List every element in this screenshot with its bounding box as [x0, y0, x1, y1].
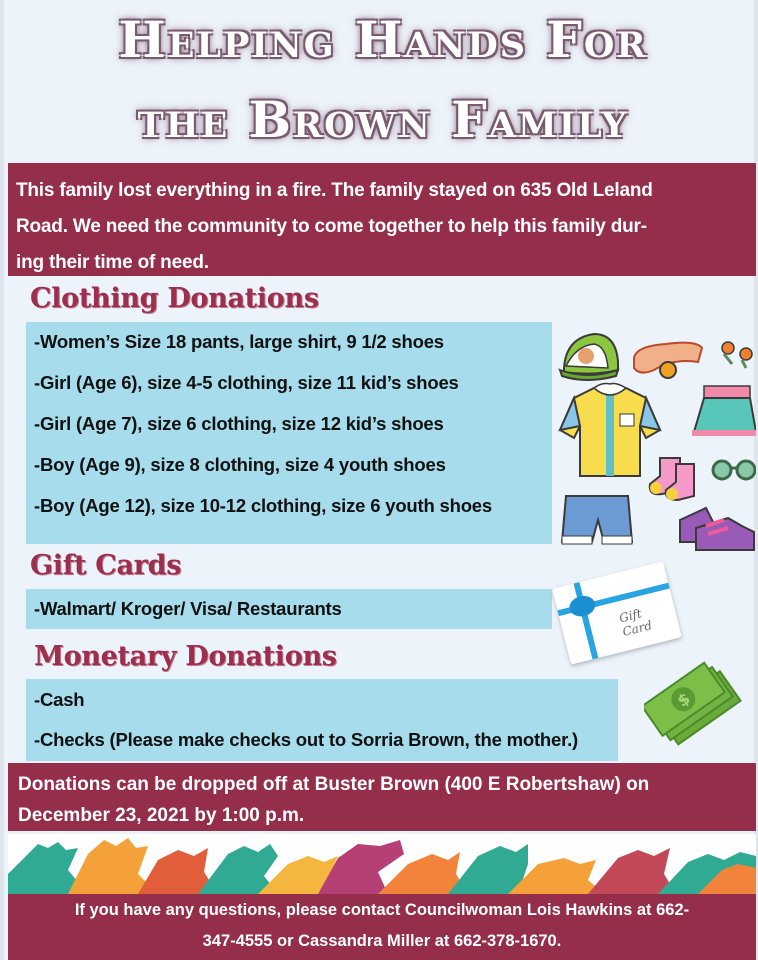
helping-hands-strip: [8, 834, 756, 894]
flyer-title-line-2: the Brown Family: [137, 90, 629, 149]
gift-card-label: Gift Card: [617, 606, 654, 639]
gift-cards-box: [26, 589, 552, 629]
clothing-list-box: [26, 322, 552, 544]
dropoff-banner: [8, 763, 756, 831]
intro-line-2: Road. We need the community to come together to help this family dur-: [16, 216, 647, 237]
clothing-item: -Girl (Age 6), size 4-5 clothing, size 11 kid’s shoes: [34, 372, 459, 393]
monetary-box: [26, 679, 618, 761]
monetary-heading: Monetary Donations: [34, 641, 337, 672]
gift-cards-heading: Gift Cards: [30, 550, 182, 581]
money-icon: [644, 652, 744, 756]
contact-banner: [8, 894, 756, 960]
sneakers-icon: [680, 508, 754, 550]
monetary-item: -Cash: [34, 689, 85, 710]
flyer-title-line-1: Helping Hands For: [118, 10, 648, 69]
raised-hands-illustration: [8, 834, 756, 894]
cap-icon: [560, 334, 618, 380]
socks-icon: [650, 458, 694, 500]
clothing-item: -Boy (Age 9), size 8 clothing, size 4 youth shoes: [34, 454, 446, 475]
clothing-item: -Girl (Age 7), size 6 clothing, size 12 kid’s shoes: [34, 413, 444, 434]
dollar-sign: $: [673, 688, 694, 711]
clothing-item: -Boy (Age 12), size 10-12 clothing, size 6 youth shoes: [34, 495, 492, 516]
dropoff-line-2: December 23, 2021 by 1:00 p.m.: [18, 805, 305, 826]
headband-icon: [634, 343, 702, 378]
intro-line-1: This family lost everything in a fire. The family stayed on 635 Old Leland: [16, 180, 653, 201]
dropoff-line-1: Donations can be dropped off at Buster Brown (400 E Robertshaw) on: [18, 774, 650, 795]
clothing-item: -Women’s Size 18 pants, large shirt, 9 1/2 shoes: [34, 331, 444, 352]
shorts-icon: [562, 496, 632, 544]
hair-clips-icon: [722, 342, 752, 368]
intro-banner: [8, 163, 756, 276]
skirt-icon: [692, 386, 756, 436]
contact-line-2: 347-4555 or Cassandra Miller at 662-378-1670.: [202, 932, 562, 950]
clothing-heading: Clothing Donations: [30, 283, 319, 314]
gift-card-item: -Walmart/ Kroger/ Visa/ Restaurants: [34, 598, 342, 619]
gift-card-icon: [552, 561, 681, 664]
monetary-item: -Checks (Please make checks out to Sorria Brown, the mother.): [34, 729, 579, 750]
clothing-illustrations: [556, 328, 756, 556]
contact-line-1: If you have any questions, please contact Councilwoman Lois Hawkins at 662-: [74, 901, 690, 919]
sunglasses-icon: [713, 461, 755, 479]
shirt-icon: [560, 384, 660, 477]
intro-line-3: ing their time of need.: [16, 252, 209, 273]
